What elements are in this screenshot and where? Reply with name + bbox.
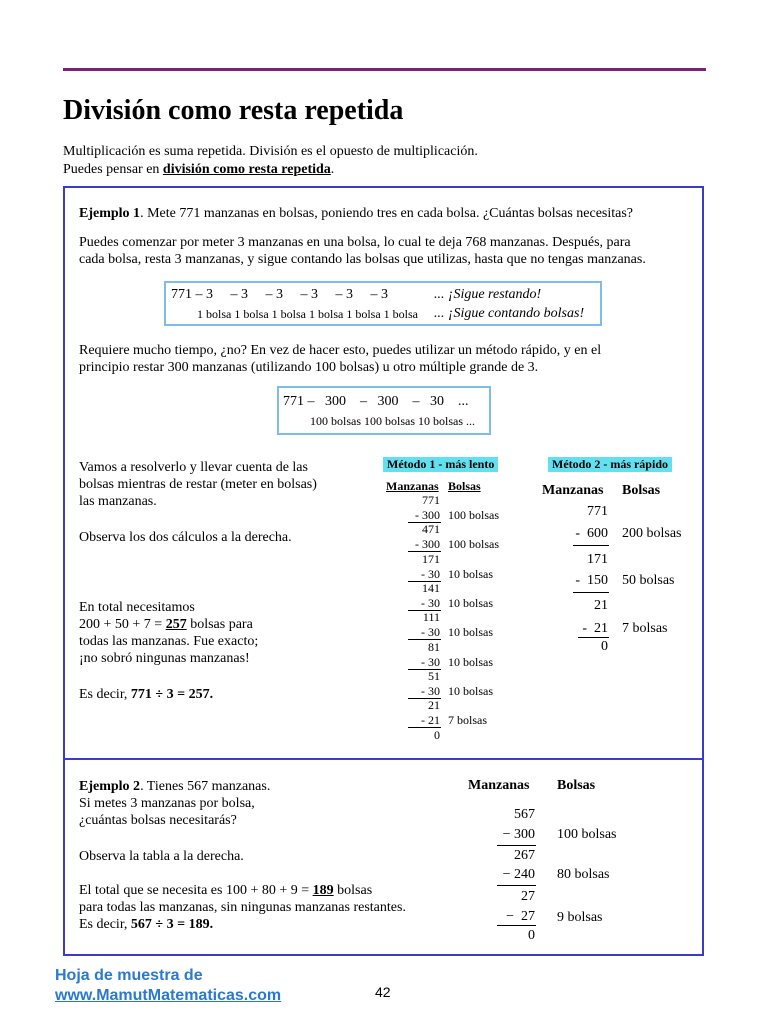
method1-bags: 100 bolsas — [448, 537, 499, 551]
para2-line: principio restar 300 manzanas (utilizando 100 bolsas) u otro múltiple grande de 3. — [79, 360, 539, 375]
result-equation: 567 ÷ 3 = 189. — [130, 917, 214, 932]
method1-cell: 771 — [422, 493, 440, 507]
method1-bags: 10 bolsas — [448, 684, 493, 698]
method1-cell: 51 — [428, 669, 440, 683]
total-suffix: bolsas para — [186, 617, 253, 632]
method2-cell: 171 — [587, 552, 608, 567]
intro-line-1: Multiplicación es suma repetida. División es el opuesto de multiplicación. — [63, 144, 478, 159]
method2-bags: 50 bolsas — [622, 573, 675, 588]
total-prefix: El total que se necesita es 100 + 80 + 9 = — [79, 883, 313, 898]
example1-question: . Mete 771 manzanas en bolsas, poniendo tres en cada bolsa. ¿Cuántas bolsas necesitas? — [140, 206, 634, 221]
example2-text — [79, 778, 270, 829]
total-line: todas las manzanas. Fue exacto; — [79, 634, 259, 649]
example2-col-manzanas: Manzanas — [468, 778, 530, 793]
examples-divider — [63, 758, 704, 760]
total-prefix: 200 + 50 + 7 = — [79, 617, 166, 632]
example1-explanation — [79, 459, 317, 510]
method2-rule — [573, 545, 609, 546]
method1-bags: 10 bolsas — [448, 625, 493, 639]
method2-col-manzanas: Manzanas — [542, 483, 604, 498]
method1-cell: 471 — [422, 522, 440, 536]
method2-cell: - 600 — [575, 526, 608, 541]
method1-bags: 7 bolsas — [448, 713, 487, 727]
example2-label: Ejemplo 2 — [79, 779, 141, 794]
box1-line2: 1 bolsa 1 bolsa 1 bolsa 1 bolsa 1 bolsa 1 bolsa — [197, 307, 418, 321]
explanation-line: Vamos a resolverlo y llevar cuenta de las — [79, 460, 308, 475]
method1-cell: - 30 — [421, 567, 440, 581]
method1-cell: 171 — [422, 552, 440, 566]
footer-url[interactable]: www.MamutMatematicas.com — [55, 987, 282, 1004]
example2-cell: 0 — [528, 928, 535, 943]
intro-emphasis: división como resta repetida — [162, 162, 331, 177]
example1-result — [79, 686, 213, 703]
footer-line1: Hoja de muestra de — [55, 967, 203, 984]
example2-line: para todas las manzanas, sin ningunas manzanas restantes. — [79, 900, 406, 915]
method1-cell: - 300 — [415, 508, 440, 522]
intro-line-2 — [63, 161, 478, 179]
example2-total — [79, 882, 406, 933]
example2-cell: 267 — [514, 848, 535, 863]
example2-cell: − 27 — [506, 909, 535, 924]
method2-cell: - 21 — [582, 621, 608, 636]
method1-bags: 10 bolsas — [448, 596, 493, 610]
method1-col-manzanas: Manzanas — [386, 479, 439, 493]
intro-suffix: . — [330, 162, 335, 177]
method1-cell: - 30 — [421, 684, 440, 698]
method1-cell: 111 — [422, 610, 440, 624]
total-suffix: bolsas — [333, 883, 373, 898]
method1-cell: - 30 — [421, 655, 440, 669]
intro-prefix: Puedes pensar en — [63, 162, 163, 177]
footer-site-link[interactable] — [55, 966, 281, 1006]
method2-bags: 200 bolsas — [622, 526, 682, 541]
example2-cell: − 300 — [502, 827, 535, 842]
example1-para1 — [79, 234, 646, 268]
top-rule — [63, 68, 706, 71]
example2-rule — [497, 885, 536, 886]
box1-line1: 771 – 3 – 3 – 3 – 3 – 3 – 3 — [171, 287, 388, 302]
total-value: 189 — [312, 883, 334, 898]
example2-line: ¿cuántas bolsas necesitarás? — [79, 813, 237, 828]
page-title: División como resta repetida — [63, 95, 404, 126]
method2-bags: 7 bolsas — [622, 621, 668, 636]
para1-line: Puedes comenzar por meter 3 manzanas en una bolsa, lo cual te deja 768 manzanas. Después, para — [79, 235, 631, 250]
example2-bags: 9 bolsas — [557, 910, 603, 925]
example2-line: Si metes 3 manzanas por bolsa, — [79, 796, 255, 811]
method2-cell: 21 — [594, 598, 608, 613]
method2-col-bolsas: Bolsas — [622, 483, 661, 498]
method1-cell: 81 — [428, 640, 440, 654]
example2-line — [79, 882, 406, 899]
result-equation: 771 ÷ 3 = 257. — [130, 687, 214, 702]
example2-rule — [497, 845, 536, 846]
para1-line: cada bolsa, resta 3 manzanas, y sigue contando las bolsas que utilizas, hasta que no tengas manzanas. — [79, 252, 646, 267]
example1-statement — [79, 205, 633, 222]
method1-bags: 100 bolsas — [448, 508, 499, 522]
box2-line2: 100 bolsas 100 bolsas 10 bolsas ... — [310, 414, 475, 428]
example2-line — [79, 778, 270, 795]
total-value: 257 — [165, 617, 187, 632]
example2-observe: Observa la tabla a la derecha. — [79, 849, 244, 864]
total-line: ¡no sobró ningunas manzanas! — [79, 651, 250, 666]
method1-bags: 10 bolsas — [448, 567, 493, 581]
result-prefix: Es decir, — [79, 917, 131, 932]
example2-col-bolsas: Bolsas — [557, 778, 596, 793]
method1-cell: 141 — [422, 581, 440, 595]
method2-cell: 771 — [587, 504, 608, 519]
method1-cell: - 30 — [421, 625, 440, 639]
intro-text — [63, 143, 478, 179]
example1-para2 — [79, 342, 601, 376]
explanation-line: bolsas mientras de restar (meter en bolsas) — [79, 477, 317, 492]
example2-result — [79, 916, 406, 933]
method2-cell: - 150 — [575, 573, 608, 588]
method1-cell: - 300 — [415, 537, 440, 551]
total-line — [79, 616, 258, 633]
box2-line1: 771 – 300 – 300 – 30 ... — [283, 394, 469, 409]
method2-rule — [573, 592, 609, 593]
method1-bags: 10 bolsas — [448, 655, 493, 669]
box1-line2-tail: ... ¡Sigue contando bolsas! — [434, 306, 585, 321]
method2-cell: 0 — [601, 639, 608, 654]
method1-cell: - 21 — [421, 713, 440, 727]
method1-col-bolsas: Bolsas — [448, 479, 481, 493]
example2-cell: 567 — [514, 807, 535, 822]
example2-question: . Tienes 567 manzanas. — [140, 779, 271, 794]
method1-cell: - 30 — [421, 596, 440, 610]
total-line: En total necesitamos — [79, 600, 195, 615]
example1-total — [79, 599, 258, 667]
para2-line: Requiere mucho tiempo, ¿no? En vez de hacer esto, puedes utilizar un método rápido, y en el — [79, 343, 602, 358]
box1-line1-tail: ... ¡Sigue restando! — [434, 287, 542, 302]
method2-label: Método 2 - más rápido — [548, 457, 672, 472]
method1-cell: 0 — [434, 728, 440, 742]
result-prefix: Es decir, — [79, 687, 131, 702]
example2-cell: 27 — [521, 889, 535, 904]
page-number: 42 — [375, 984, 391, 1000]
observe-line: Observa los dos cálculos a la derecha. — [79, 530, 292, 545]
example2-cell: − 240 — [502, 867, 535, 882]
example2-rule — [497, 925, 536, 926]
method1-label: Método 1 - más lento — [383, 457, 498, 472]
example2-bags: 100 bolsas — [557, 827, 617, 842]
example1-label: Ejemplo 1 — [79, 206, 141, 221]
method1-cell: 21 — [428, 698, 440, 712]
example2-bags: 80 bolsas — [557, 867, 610, 882]
explanation-line: las manzanas. — [79, 494, 157, 509]
